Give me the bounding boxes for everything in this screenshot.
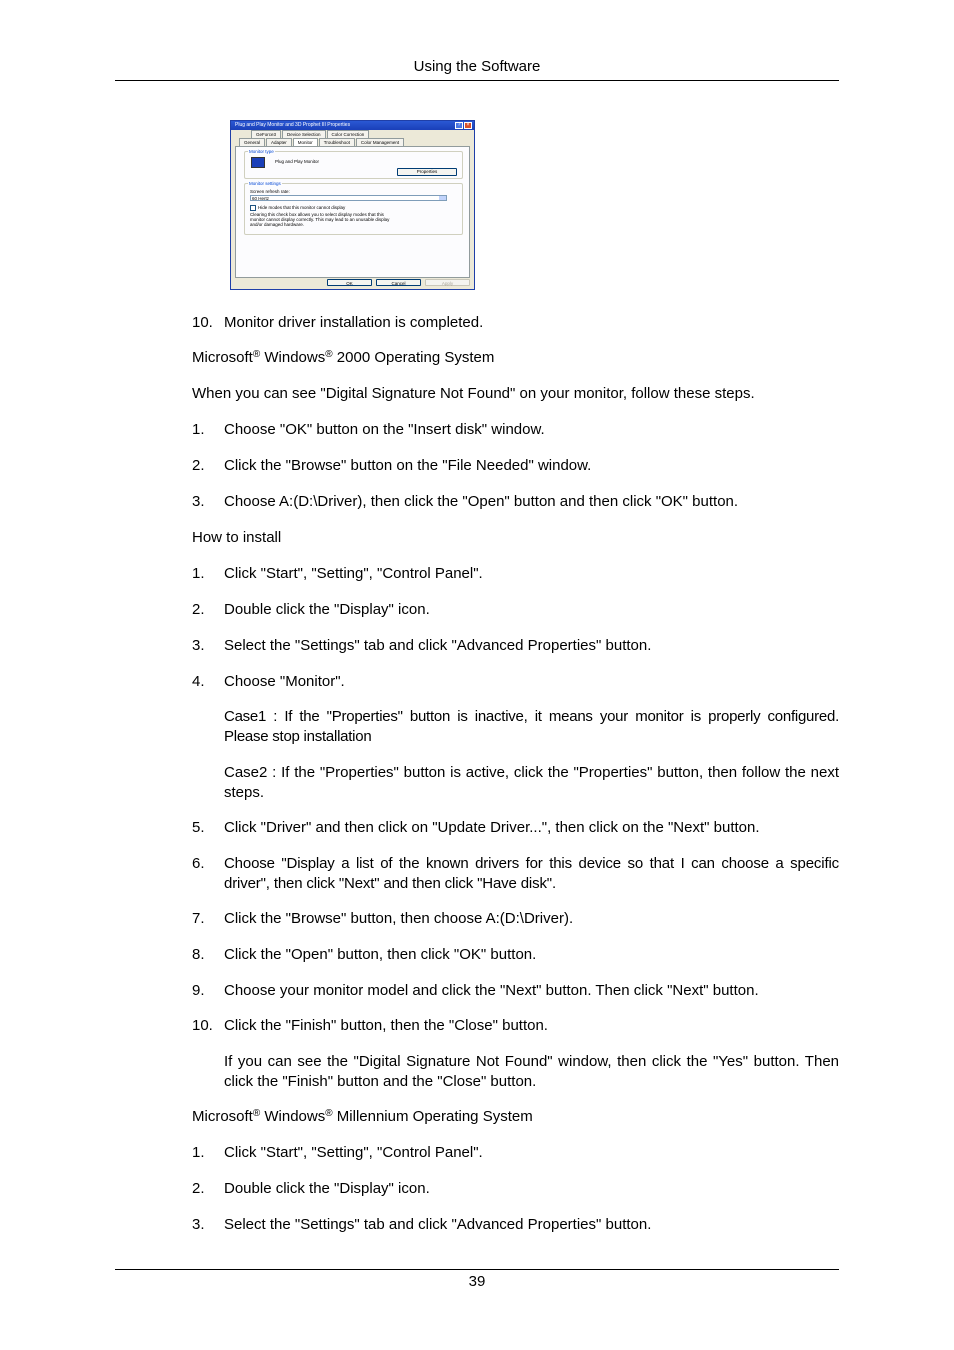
- section-heading-win2000: [192, 348, 494, 368]
- hide-modes-note: Clearing this check box allows you to select display modes that this: [250, 212, 384, 217]
- dialog-title-bar: [231, 121, 474, 130]
- heading-part: 2000 Operating System: [332, 349, 495, 366]
- step-text: Click the "Browse" button on the "File Needed" window.: [224, 457, 592, 474]
- step-text: Choose "Monitor".: [224, 673, 345, 690]
- signature-note: If you can see the "Digital Signature Not Found" window, then click the "Yes" button. Then click the "Finish" button and the "Close" button.: [224, 1053, 839, 1090]
- step-text: Click "Start", "Setting", "Control Panel".: [224, 565, 483, 582]
- step-text: Double click the "Display" icon.: [224, 601, 430, 618]
- step-number: 2.: [192, 1180, 205, 1197]
- step-number: 6.: [192, 855, 205, 872]
- heading-part: Windows: [260, 349, 326, 366]
- step-text: Click the "Finish" button, then the "Close" button.: [224, 1017, 548, 1034]
- registered-mark: ®: [325, 1108, 333, 1119]
- step-number: 10.: [192, 1017, 213, 1034]
- monitor-settings-group: [244, 183, 463, 235]
- registered-mark: ®: [252, 1108, 261, 1119]
- refresh-rate-value: 60 Hertz: [252, 196, 270, 201]
- step-number: 9.: [192, 982, 205, 999]
- tab-troubleshoot: Troubleshoot: [319, 138, 355, 146]
- step-number: 7.: [192, 910, 205, 927]
- apply-button: Apply: [425, 279, 470, 286]
- step-text: Click the "Browse" button, then choose A:(D:\Driver).: [224, 910, 574, 927]
- tab-color-correction: Color Correction: [327, 130, 370, 138]
- hide-modes-checkbox: [250, 205, 256, 211]
- step-text: Click the "Open" button, then click "OK" button.: [224, 946, 537, 963]
- tab-general: General: [239, 138, 265, 146]
- step-number: 5.: [192, 819, 205, 836]
- chevron-down-icon: [439, 196, 446, 200]
- win2000-intro: When you can see "Digital Signature Not Found" on your monitor, follow these steps.: [192, 385, 755, 402]
- step-text: Choose A:(D:\Driver), then click the "Open" button and then click "OK" button.: [224, 493, 739, 510]
- properties-button: Properties: [397, 168, 457, 176]
- monitor-type-label: Monitor type: [249, 149, 274, 154]
- step-text: Choose "OK" button on the "Insert disk" window.: [224, 421, 545, 438]
- step-text: Select the "Settings" tab and click "Advanced Properties" button.: [224, 1216, 652, 1233]
- section-heading-winme: [192, 1107, 533, 1127]
- help-icon: ?: [455, 122, 463, 129]
- heading-part: Microsoft: [192, 349, 253, 366]
- monitor-name: Plug and Play Monitor: [275, 159, 320, 164]
- how-to-install-heading: How to install: [192, 529, 282, 546]
- close-icon: ×: [464, 122, 472, 129]
- cancel-button: Cancel: [376, 279, 421, 286]
- footer-rule: [115, 1269, 839, 1270]
- step-number: 1.: [192, 565, 205, 582]
- page-header: Using the Software: [413, 58, 541, 75]
- step-number: 1.: [192, 421, 205, 438]
- step-number: 10.: [192, 314, 213, 331]
- registered-mark: ®: [325, 349, 333, 360]
- step-number: 2.: [192, 601, 205, 618]
- monitor-properties-dialog-screenshot: [230, 120, 475, 290]
- step-number: 8.: [192, 946, 205, 963]
- hide-modes-label: Hide modes that this monitor cannot display: [258, 205, 346, 210]
- monitor-settings-label: Monitor settings: [249, 181, 281, 186]
- refresh-rate-label: Screen refresh rate:: [250, 189, 290, 194]
- step-number: 1.: [192, 1144, 205, 1161]
- registered-mark: ®: [252, 349, 261, 360]
- dialog-title: Plug and Play Monitor and 3D Prophet III Properties: [235, 122, 351, 128]
- step-text: Choose "Display a list of the known drivers for this device so that I can choose a specific driver", then click "Next" and then click "Have disk".: [224, 855, 839, 892]
- monitor-type-group: [244, 151, 463, 179]
- step-text: Click "Start", "Setting", "Control Panel".: [224, 1144, 483, 1161]
- page-number: 39: [468, 1273, 486, 1290]
- tab-geforce3: GeForce3: [251, 130, 281, 138]
- step-number: 2.: [192, 457, 205, 474]
- case2-note: Case2 : If the "Properties" button is active, click the "Properties" button, then follow the next steps.: [224, 764, 839, 801]
- step-text: Choose your monitor model and click the "Next" button. Then click "Next" button.: [224, 982, 759, 999]
- monitor-icon: [251, 157, 265, 168]
- step-number: 3.: [192, 1216, 205, 1233]
- tab-device-selection: Device Selection: [282, 130, 326, 138]
- step-number: 4.: [192, 673, 205, 690]
- ok-button: OK: [327, 279, 372, 286]
- refresh-rate-select: [250, 195, 447, 201]
- step-number: 3.: [192, 637, 205, 654]
- step-text: Monitor driver installation is completed.: [224, 314, 484, 331]
- hide-modes-note: monitor cannot display correctly. This may lead to an unusable display: [250, 217, 390, 222]
- dialog-panel: [235, 146, 470, 278]
- tab-adapter: Adapter: [266, 138, 292, 146]
- heading-part: Microsoft: [192, 1108, 253, 1125]
- step-number: 3.: [192, 493, 205, 510]
- header-rule: [115, 80, 839, 81]
- tab-monitor: Monitor: [293, 138, 318, 146]
- step-text: Select the "Settings" tab and click "Advanced Properties" button.: [224, 637, 652, 654]
- hide-modes-note: and/or damaged hardware.: [250, 222, 305, 227]
- case1-note: Case1 : If the "Properties" button is inactive, it means your monitor is properly configured. Please stop installation: [224, 708, 839, 745]
- step-text: Click "Driver" and then click on "Update Driver...", then click on the "Next" button.: [224, 819, 760, 836]
- heading-part: Windows: [260, 1108, 326, 1125]
- heading-part: Millennium Operating System: [332, 1108, 533, 1125]
- step-text: Double click the "Display" icon.: [224, 1180, 430, 1197]
- tab-color-management: Color Management: [356, 138, 404, 146]
